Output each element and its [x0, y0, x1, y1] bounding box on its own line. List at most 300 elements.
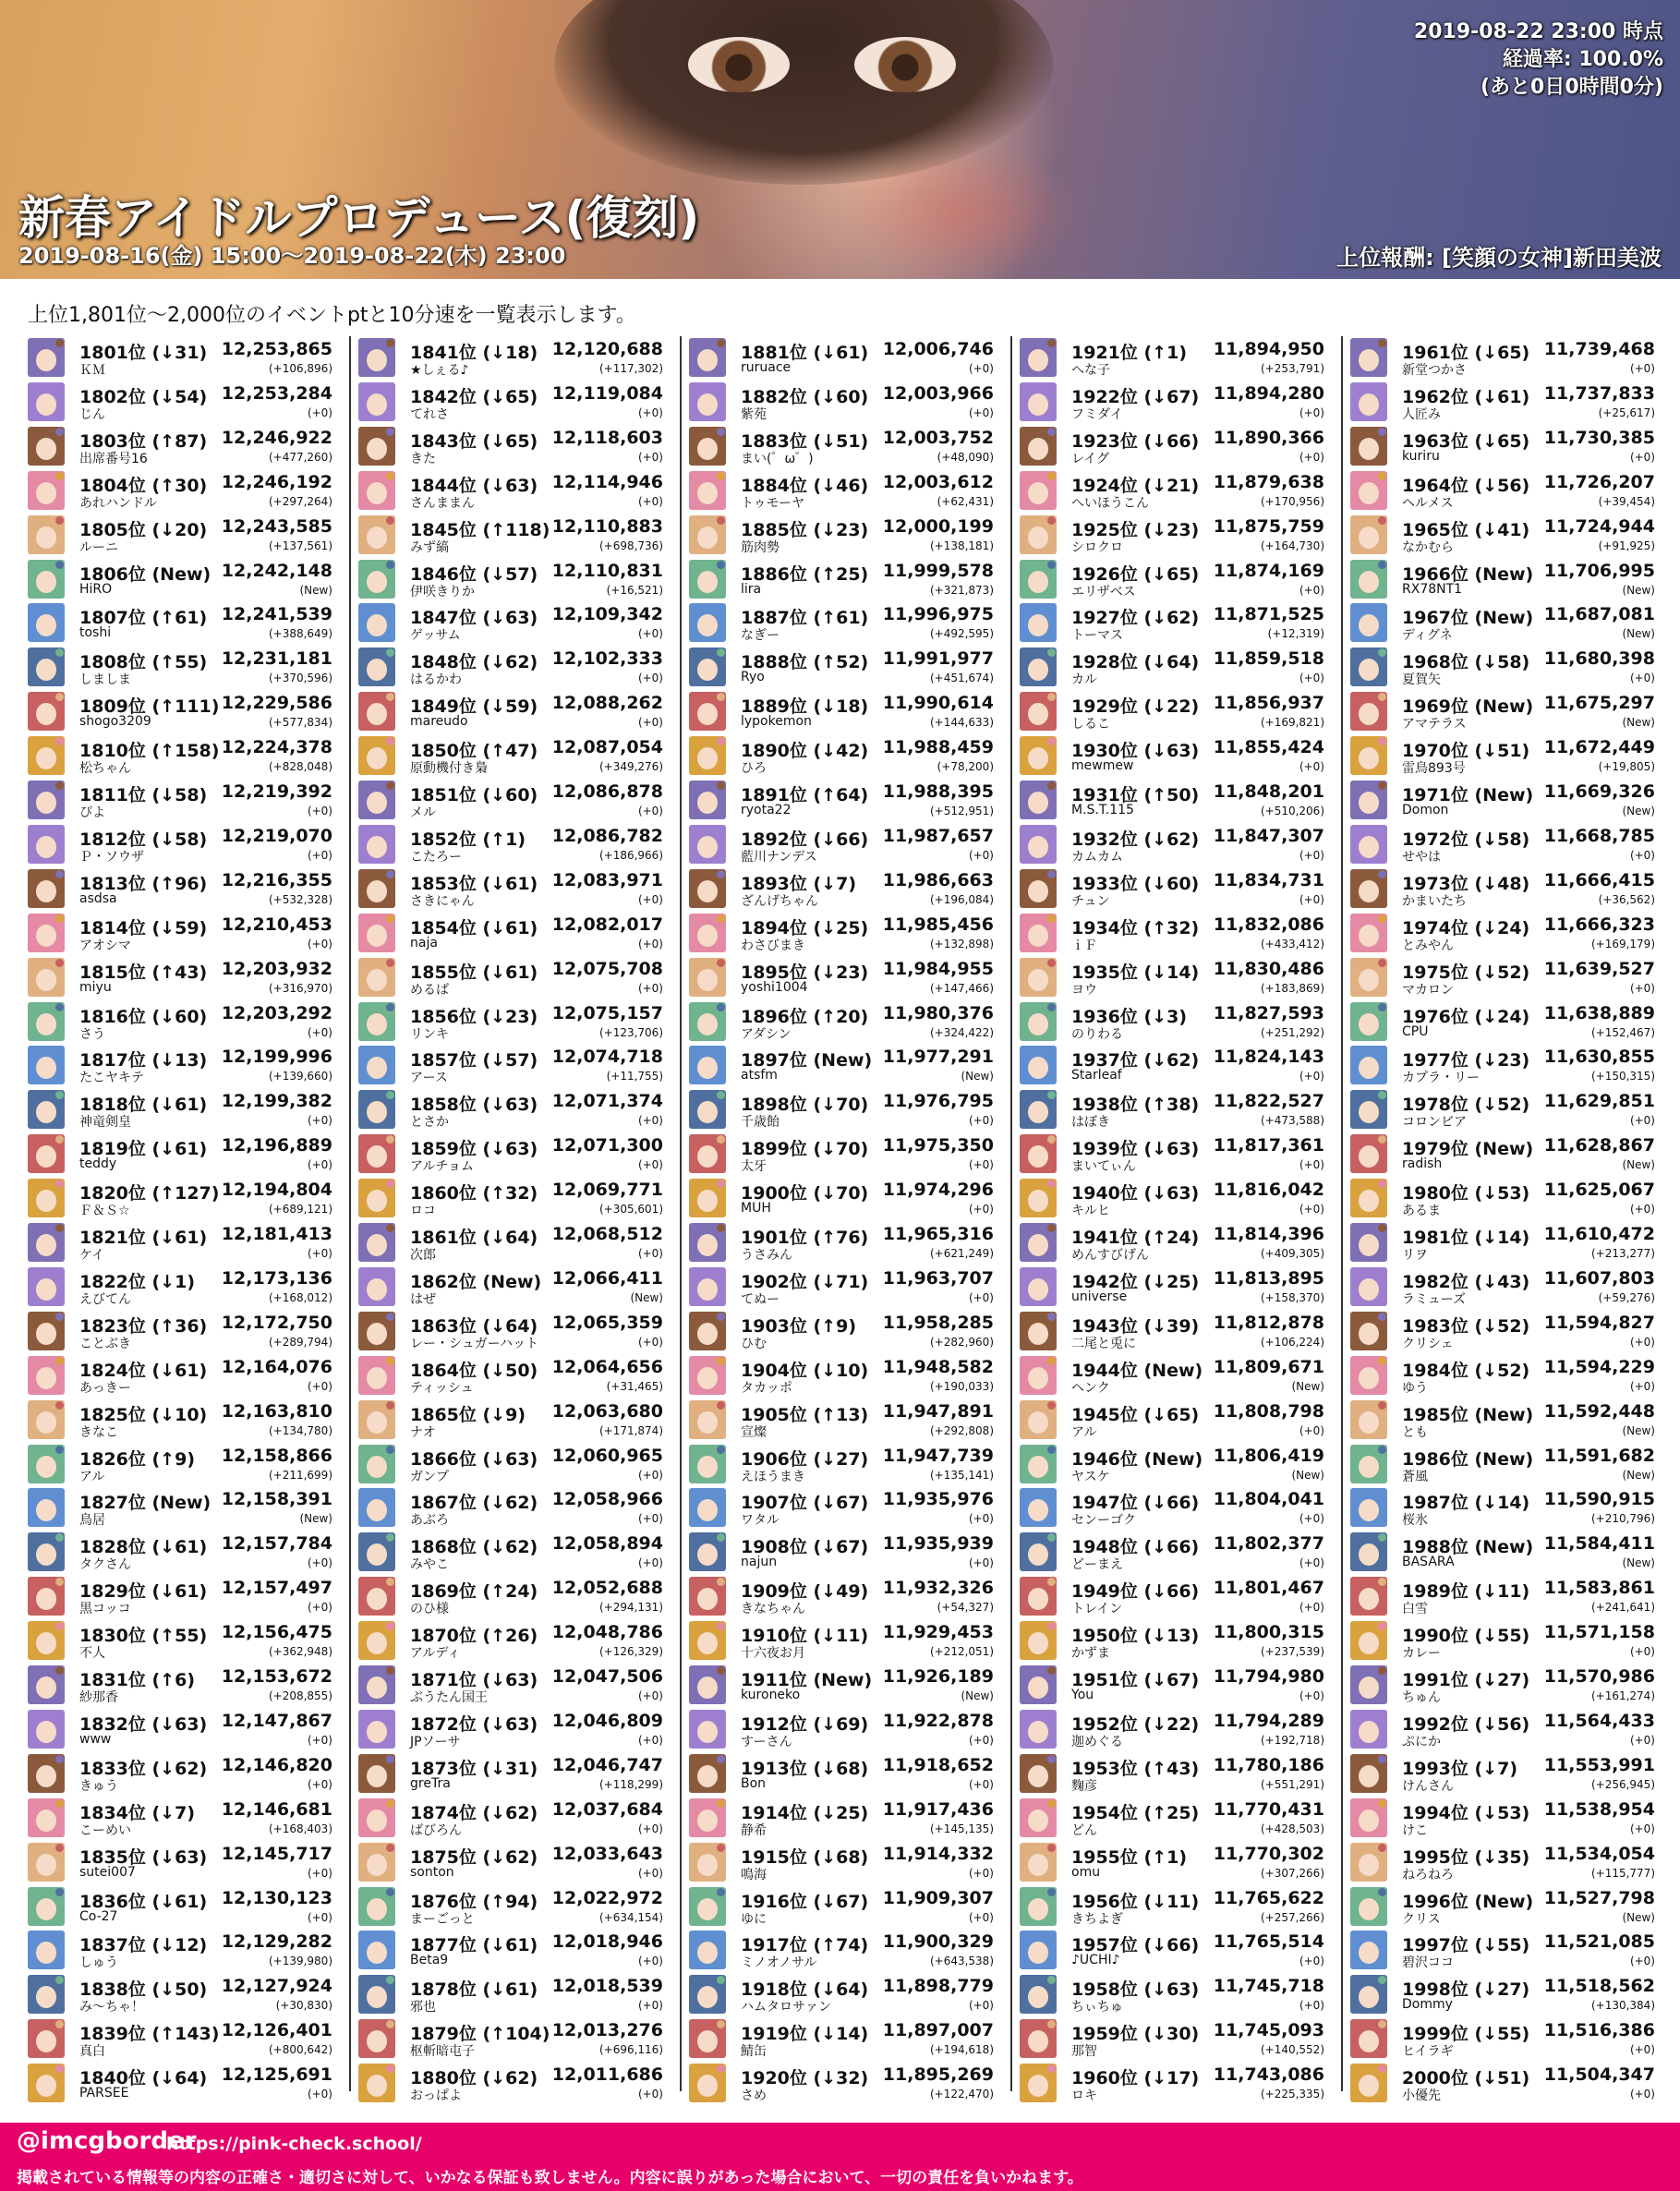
producer-name: 紗那香 [79, 1690, 118, 1705]
avatar-face [1359, 1942, 1379, 1964]
producer-name: のひ様 [410, 1602, 449, 1617]
progress-rate: 経過率: 100.0% [1502, 48, 1663, 71]
ten-minute-speed: (+370,596) [268, 672, 332, 685]
idol-avatar-icon [28, 1754, 65, 1793]
producer-name: 枢斬暗屯子 [410, 2044, 475, 2060]
avatar-face [697, 1278, 718, 1301]
producer-name: ゲッサム [410, 628, 461, 644]
attribute-badge-icon [1378, 1844, 1386, 1852]
rank-label: 1942位 (↓25) [1071, 1271, 1200, 1292]
rank-label: 1899位 (↓70) [741, 1139, 869, 1160]
avatar-face [367, 1986, 387, 2008]
ten-minute-speed: (+0) [307, 2088, 332, 2101]
rank-label: 1909位 (↓49) [741, 1581, 869, 1603]
producer-name: シロクロ [1071, 539, 1123, 555]
ten-minute-speed: (+171,874) [598, 1423, 663, 1437]
avatar-face [367, 1234, 387, 1256]
event-points: 11,527,798 [1543, 1887, 1655, 1908]
producer-name: けこ [1402, 1822, 1428, 1838]
event-points: 12,069,771 [551, 1180, 663, 1201]
attribute-badge-icon [717, 648, 725, 657]
ranking-row [358, 690, 671, 732]
attribute-badge-icon [55, 1755, 64, 1763]
ten-minute-speed: (+0) [637, 2088, 663, 2101]
avatar-face [367, 1323, 387, 1345]
attribute-badge-icon [717, 737, 725, 745]
avatar-face [367, 747, 387, 769]
attribute-badge-icon [386, 1224, 394, 1232]
attribute-badge-icon [1378, 648, 1386, 657]
producer-name: へな子 [1071, 363, 1110, 378]
idol-avatar-icon [1020, 736, 1057, 775]
idol-avatar-icon [689, 1621, 726, 1660]
ranking-row [689, 1885, 1001, 1928]
idol-avatar-icon [1020, 2064, 1057, 2102]
rank-label: 1859位 (↓63) [410, 1139, 538, 1160]
ranking-row [28, 469, 340, 512]
attribute-badge-icon [386, 383, 394, 392]
attribute-badge-icon [55, 648, 64, 657]
attribute-badge-icon [55, 1003, 64, 1011]
ranking-row [689, 514, 1001, 556]
event-points: 12,058,966 [551, 1489, 663, 1510]
rank-label: 1967位 (New) [1402, 608, 1534, 629]
ranking-row [1020, 690, 1332, 732]
ten-minute-speed: (+152,467) [1590, 1025, 1655, 1039]
event-points: 12,006,746 [882, 339, 994, 359]
attribute-badge-icon [386, 604, 394, 612]
idol-avatar-icon [1350, 692, 1387, 731]
idol-avatar-icon [1020, 515, 1057, 554]
event-points: 11,879,638 [1213, 471, 1324, 492]
rank-label: 1862位 (New) [410, 1271, 542, 1292]
producer-name: リヲ [1402, 1248, 1428, 1263]
producer-name: Co-27 [79, 1908, 118, 1924]
attribute-badge-icon [717, 1047, 725, 1055]
rank-label: 1868位 (↓62) [410, 1537, 538, 1558]
avatar-face [1028, 1986, 1048, 2008]
ranking-row [28, 1929, 340, 1971]
avatar-face [367, 438, 387, 460]
producer-name: アル [79, 1469, 105, 1484]
event-points: 12,210,453 [221, 914, 332, 935]
ranking-row [1020, 1443, 1332, 1485]
event-points: 12,022,972 [551, 1887, 663, 1908]
ranking-row [1350, 690, 1662, 732]
event-points: 12,065,359 [551, 1312, 663, 1333]
event-points: 11,987,657 [882, 825, 994, 846]
avatar-face [1359, 1013, 1379, 1035]
attribute-badge-icon [1378, 604, 1386, 612]
event-points: 11,687,081 [1543, 604, 1655, 625]
idol-avatar-icon [28, 1532, 65, 1571]
ranking-row [1020, 956, 1332, 999]
ranking-row [358, 1265, 671, 1308]
rank-label: 1953位 (↑43) [1071, 1758, 1200, 1779]
avatar-face [1028, 393, 1048, 416]
idol-avatar-icon [689, 1312, 726, 1350]
attribute-badge-icon [55, 737, 64, 745]
attribute-badge-icon [1047, 2064, 1056, 2073]
rank-label: 1861位 (↓64) [410, 1228, 538, 1248]
idol-avatar-icon [689, 1356, 726, 1395]
producer-name: lira [741, 581, 762, 597]
rank-label: 1820位 (↑127) [79, 1183, 220, 1204]
idol-avatar-icon [1350, 781, 1387, 819]
avatar-face [367, 1810, 387, 1832]
attribute-badge-icon [386, 1313, 394, 1321]
rank-label: 1873位 (↓31) [410, 1758, 538, 1779]
event-points: 11,988,459 [882, 737, 994, 758]
avatar-face [697, 703, 718, 725]
ranking-row [689, 646, 1001, 688]
ten-minute-speed: (+158,370) [1260, 1290, 1324, 1304]
avatar-face [697, 1543, 718, 1566]
event-points: 11,668,785 [1543, 825, 1655, 846]
ten-minute-speed: (+0) [637, 716, 663, 730]
producer-name: HiRO [79, 581, 113, 597]
attribute-badge-icon [1378, 428, 1386, 436]
ranking-row [358, 779, 671, 821]
rank-label: 1951位 (↓67) [1071, 1670, 1200, 1690]
ten-minute-speed: (+0) [637, 1866, 663, 1880]
rank-label: 1925位 (↓23) [1071, 519, 1200, 540]
avatar-face [1028, 1854, 1048, 1876]
producer-name: Ｆ＆Ｓ☆ [79, 1204, 130, 1219]
avatar-face [1359, 1499, 1379, 1521]
producer-name: toshi [79, 625, 112, 641]
avatar-face [367, 792, 387, 814]
avatar-face [367, 703, 387, 725]
ten-minute-speed: (+62,431) [937, 494, 994, 508]
idol-avatar-icon [1020, 1798, 1057, 1837]
producer-name: えびてん [79, 1291, 131, 1307]
ranking-row [358, 1841, 671, 1883]
column-divider [1341, 336, 1343, 2091]
ranking-row [358, 956, 671, 999]
idol-avatar-icon [28, 603, 65, 642]
rank-label: 1964位 (↓56) [1402, 475, 1530, 496]
rank-label: 1927位 (↓62) [1071, 608, 1200, 629]
ten-minute-speed: (+0) [968, 1290, 994, 1304]
ranking-row [358, 1398, 671, 1441]
attribute-badge-icon [55, 1533, 64, 1542]
event-points: 11,765,622 [1213, 1887, 1324, 1908]
event-points: 12,219,392 [221, 781, 332, 802]
attribute-badge-icon [386, 1844, 394, 1852]
event-points: 11,897,007 [882, 2020, 994, 2041]
ten-minute-speed: (+349,276) [598, 760, 663, 774]
rank-label: 1978位 (↓52) [1402, 1095, 1530, 1116]
ranking-row [28, 646, 340, 688]
rank-label: 1827位 (New) [79, 1493, 212, 1514]
producer-name: タクさん [79, 1557, 131, 1573]
idol-avatar-icon [358, 1843, 395, 1882]
ranking-row [689, 1044, 1001, 1086]
ten-minute-speed: (+0) [968, 1777, 994, 1791]
rank-label: 1816位 (↓60) [79, 1006, 208, 1027]
producer-name: sutei007 [79, 1864, 136, 1880]
attribute-badge-icon [717, 383, 725, 392]
attribute-badge-icon [1378, 959, 1386, 967]
rank-label: 1918位 (↓64) [741, 1979, 869, 2001]
avatar-face [367, 659, 387, 681]
event-points: 12,110,883 [551, 515, 663, 537]
ten-minute-speed: (+237,539) [1260, 1645, 1324, 1659]
idol-avatar-icon [358, 648, 395, 686]
rank-label: 1884位 (↓46) [741, 475, 869, 496]
event-points: 11,898,779 [882, 1976, 994, 1997]
rank-label: 1966位 (New) [1402, 563, 1534, 585]
event-points: 12,173,136 [221, 1267, 332, 1289]
event-points: 12,164,076 [221, 1356, 332, 1377]
ranking-row [358, 823, 671, 866]
producer-name: 小優先 [1402, 2088, 1441, 2104]
avatar-face [367, 571, 387, 593]
ten-minute-speed: (+0) [637, 937, 663, 950]
rank-label: 1939位 (↓63) [1071, 1139, 1200, 1160]
producer-name: しるこ [1071, 717, 1110, 732]
ranking-row [1020, 514, 1332, 556]
attribute-badge-icon [1047, 1047, 1056, 1055]
ten-minute-speed: (+292,808) [929, 1423, 994, 1437]
attribute-badge-icon [717, 1931, 725, 1940]
producer-name: 迦めぐる [1071, 1734, 1123, 1749]
producer-name: すーさん [741, 1734, 792, 1749]
attribute-badge-icon [55, 1446, 64, 1454]
event-points: 12,011,686 [551, 2064, 663, 2086]
ten-minute-speed: (+0) [637, 1114, 663, 1128]
rank-label: 1958位 (↓63) [1071, 1979, 1200, 2001]
idol-avatar-icon [689, 1488, 726, 1527]
avatar-face [697, 393, 718, 416]
rank-label: 1987位 (↓14) [1402, 1493, 1530, 1514]
rank-label: 1851位 (↓60) [410, 785, 538, 805]
rank-label: 1959位 (↓30) [1071, 2024, 1200, 2045]
event-points: 11,871,525 [1213, 604, 1324, 625]
event-points: 11,804,041 [1213, 1489, 1324, 1510]
producer-name: 碧沢ココ [1402, 1955, 1454, 1971]
ranking-row [1350, 1797, 1662, 1839]
ranking-row [1350, 1132, 1662, 1175]
idol-avatar-icon [1350, 1798, 1387, 1837]
ranking-row [28, 2017, 340, 2060]
event-points: 12,075,157 [551, 1002, 663, 1023]
event-points: 12,127,924 [221, 1976, 332, 1997]
avatar-face [1028, 482, 1048, 504]
event-points: 11,935,939 [882, 1533, 994, 1555]
ten-minute-speed: (+451,674) [929, 672, 994, 685]
idol-avatar-icon [1020, 781, 1057, 819]
rank-label: 1835位 (↓63) [79, 1846, 208, 1868]
producer-name: www [79, 1731, 112, 1747]
attribute-badge-icon [1378, 870, 1386, 878]
ten-minute-speed: (+0) [307, 1777, 332, 1791]
producer-name: トゥモーヤ [741, 495, 805, 511]
ten-minute-speed: (+0) [637, 1512, 663, 1526]
idol-avatar-icon [28, 1223, 65, 1262]
idol-avatar-icon [28, 515, 65, 554]
attribute-badge-icon [1047, 1180, 1056, 1188]
ten-minute-speed: (+147,466) [929, 981, 994, 995]
idol-avatar-icon [28, 1002, 65, 1041]
rank-label: 1965位 (↓41) [1402, 519, 1530, 540]
ranking-row [28, 1354, 340, 1397]
producer-name: MUH [741, 1201, 771, 1217]
event-points: 11,922,878 [882, 1710, 994, 1731]
ranking-row [689, 1664, 1001, 1706]
rank-label: 1897位 (New) [741, 1050, 873, 1071]
producer-name: ちぃちゅ [1071, 2000, 1123, 2015]
idol-avatar-icon [358, 1577, 395, 1616]
ranking-row [358, 1752, 671, 1795]
avatar-face [697, 969, 718, 991]
rank-label: 1893位 (↓7) [741, 873, 857, 894]
event-points: 11,564,433 [1543, 1710, 1655, 1731]
ten-minute-speed: (+115,777) [1590, 1866, 1655, 1880]
event-title: 新春アイドルプロデュース(復刻) [18, 191, 700, 245]
rank-label: 1997位 (↓55) [1402, 1935, 1530, 1956]
attribute-badge-icon [1047, 339, 1056, 347]
event-points: 11,765,514 [1213, 1931, 1324, 1953]
avatar-face [36, 349, 56, 371]
ranking-row [689, 1619, 1001, 1662]
attribute-badge-icon [55, 561, 64, 569]
attribute-badge-icon [55, 1357, 64, 1365]
avatar-face [1028, 571, 1048, 593]
attribute-badge-icon [717, 1755, 725, 1763]
avatar-face [367, 969, 387, 991]
attribute-badge-icon [55, 1047, 64, 1055]
producer-name: さきにゃん [410, 893, 475, 909]
producer-name: omu [1071, 1864, 1101, 1880]
attribute-badge-icon [386, 1180, 394, 1188]
idol-avatar-icon [358, 1621, 395, 1660]
ranking-row [358, 469, 671, 512]
rank-label: 1838位 (↓50) [79, 1979, 208, 2001]
rank-label: 1952位 (↓22) [1071, 1713, 1200, 1735]
avatar-face [36, 1411, 56, 1434]
attribute-badge-icon [1378, 914, 1386, 923]
event-points: 11,909,307 [882, 1887, 994, 1908]
ten-minute-speed: (+59,276) [1598, 1290, 1655, 1304]
ranking-row [358, 1531, 671, 1573]
rank-label: 1982位 (↓43) [1402, 1271, 1530, 1292]
idol-avatar-icon [28, 781, 65, 819]
ranking-row [1020, 1265, 1332, 1308]
event-points: 11,625,067 [1543, 1180, 1655, 1201]
avatar-face [697, 1986, 718, 2008]
avatar-face [697, 1101, 718, 1123]
event-points: 11,801,467 [1213, 1578, 1324, 1599]
producer-name: ねろねろ [1402, 1867, 1454, 1882]
idol-avatar-icon [1350, 471, 1387, 510]
event-points: 12,130,123 [221, 1887, 332, 1908]
attribute-badge-icon [1378, 1578, 1386, 1586]
avatar-face [36, 527, 56, 549]
avatar-face [367, 1190, 387, 1212]
producer-name: ロキ [1071, 2088, 1097, 2104]
rank-label: 1864位 (↓50) [410, 1360, 538, 1381]
rank-label: 1945位 (↓65) [1071, 1404, 1200, 1425]
idol-avatar-icon [1350, 1488, 1387, 1527]
event-points: 11,932,326 [882, 1578, 994, 1599]
attribute-badge-icon [1378, 2020, 1386, 2028]
avatar-face [367, 2075, 387, 2097]
avatar-face [697, 1057, 718, 1079]
rank-label: 1855位 (↓61) [410, 962, 538, 983]
producer-name: み～ちゃ！ [79, 2000, 144, 2015]
avatar-face [1359, 1145, 1379, 1168]
avatar-face [36, 438, 56, 460]
ranking-row [689, 1486, 1001, 1529]
avatar-face [367, 614, 387, 636]
event-points: 11,963,707 [882, 1267, 994, 1289]
rank-label: 1962位 (↓61) [1402, 386, 1530, 407]
event-points: 11,770,431 [1213, 1798, 1324, 1820]
ranking-column [28, 336, 340, 2106]
rank-label: 1898位 (↓70) [741, 1095, 869, 1116]
idol-avatar-icon [358, 560, 395, 599]
event-points: 11,669,326 [1543, 781, 1655, 802]
ranking-row [28, 1265, 340, 1308]
ten-minute-speed: (+0) [307, 1910, 332, 1924]
avatar-face [697, 1411, 718, 1434]
event-points: 11,984,955 [882, 958, 994, 979]
attribute-badge-icon [717, 826, 725, 834]
ten-minute-speed: (+0) [1299, 406, 1324, 419]
twitter-handle[interactable]: @imcgborder [17, 2127, 197, 2155]
avatar-face [1028, 1411, 1048, 1434]
attribute-badge-icon [55, 1622, 64, 1630]
idol-avatar-icon [1020, 427, 1057, 466]
avatar-face [367, 1854, 387, 1876]
rank-label: 1887位 (↑61) [741, 608, 869, 629]
producer-name: You [1071, 1688, 1094, 1702]
attribute-badge-icon [1378, 1533, 1386, 1542]
producer-name: トレイン [1071, 1602, 1123, 1617]
attribute-badge-icon [1047, 1844, 1056, 1852]
rank-label: 1889位 (↓18) [741, 696, 869, 718]
rank-label: 1973位 (↓48) [1402, 873, 1530, 894]
ten-minute-speed: (+0) [307, 848, 332, 862]
producer-name: さめ [741, 2088, 767, 2104]
event-points: 11,926,189 [882, 1666, 994, 1687]
ranking-row [1020, 779, 1332, 821]
avatar-face [36, 1898, 56, 1920]
producer-name: ♪UCHI♪ [1071, 1953, 1120, 1968]
avatar-face [1359, 1986, 1379, 2008]
ten-minute-speed: (+132,898) [929, 937, 994, 950]
event-points: 11,672,449 [1543, 737, 1655, 758]
rank-label: 1944位 (New) [1071, 1360, 1203, 1381]
event-points: 12,088,262 [551, 693, 663, 714]
site-link[interactable]: https://pink-check.school/ [166, 2134, 422, 2154]
attribute-badge-icon [55, 2020, 64, 2028]
avatar-face [367, 836, 387, 858]
ten-minute-speed: (+212,051) [929, 1645, 994, 1659]
ranking-row [358, 1132, 671, 1175]
ranking-row [358, 514, 671, 556]
avatar-face [1359, 1632, 1379, 1654]
ten-minute-speed: (+0) [1299, 1203, 1324, 1217]
attribute-badge-icon [386, 1976, 394, 1984]
ten-minute-speed: (+0) [968, 362, 994, 375]
ranking-row [1020, 1885, 1332, 1928]
producer-name: RX78NT1 [1402, 581, 1463, 597]
top-reward: 上位報酬: [笑顔の女神]新田美波 [1336, 245, 1662, 271]
producer-name: ルーニ [79, 539, 118, 555]
